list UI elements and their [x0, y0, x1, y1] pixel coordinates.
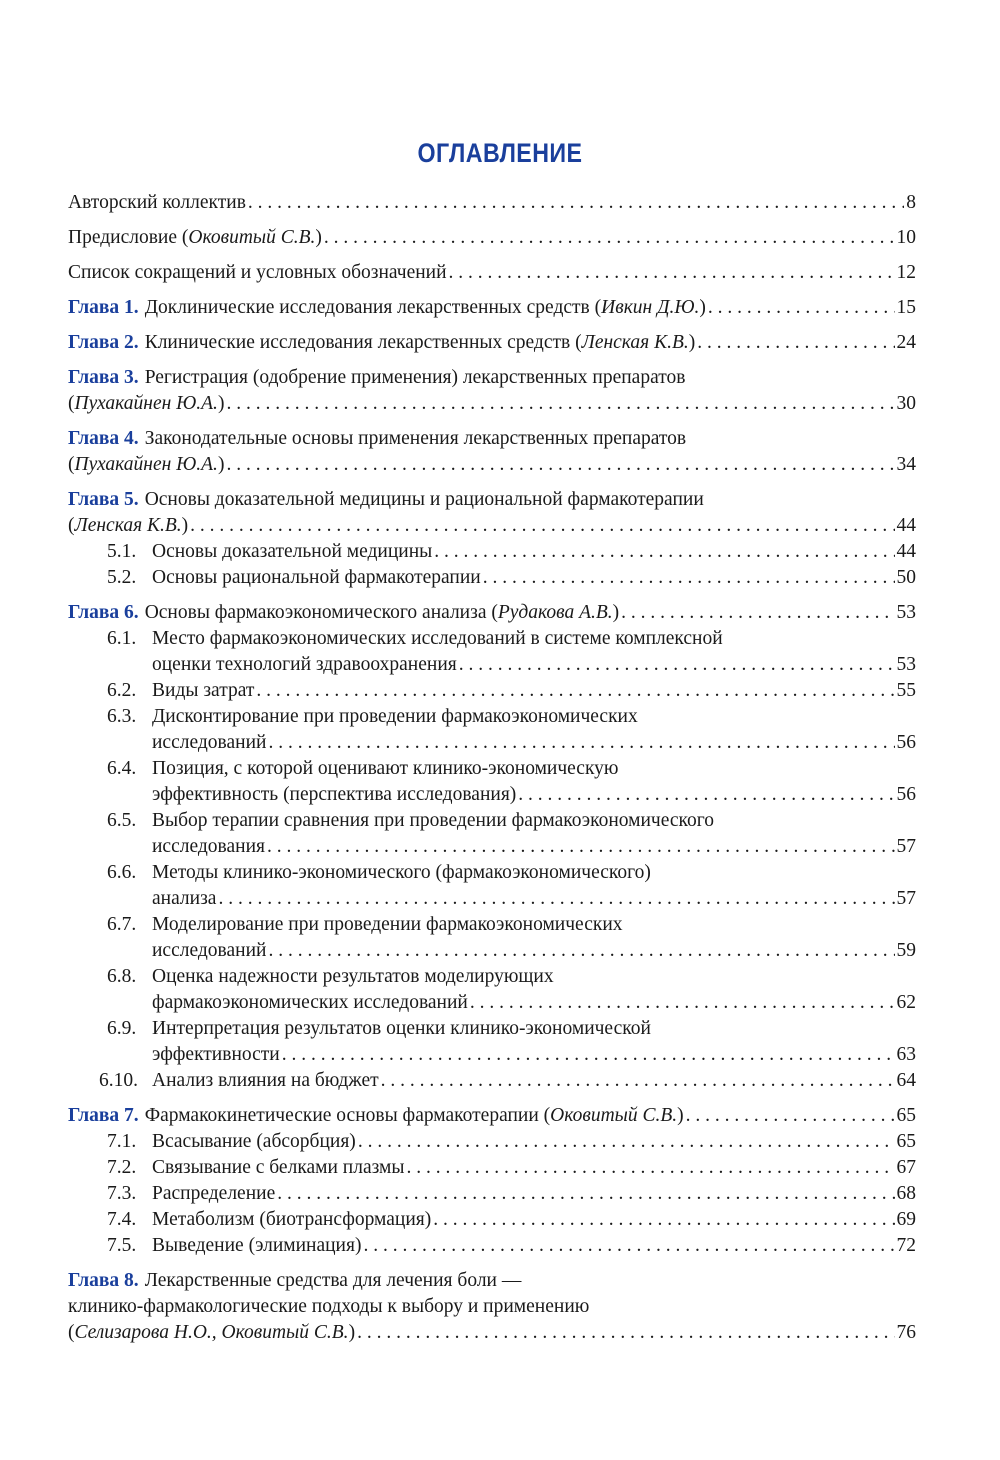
leader-dots: [256, 678, 894, 704]
chapter-title: Законодательные основы применения лекарственных препаратов: [144, 428, 687, 449]
toc-entry-authors[interactable]: [68, 190, 916, 216]
page-number: 65: [896, 1105, 916, 1126]
leader-dots: [357, 1320, 894, 1346]
leader-dots: [433, 1207, 894, 1233]
leader-dots: [686, 1103, 895, 1129]
chapter-title: Лекарственные средства для лечения боли —: [144, 1270, 522, 1291]
section-title: Распределение: [152, 1183, 276, 1204]
section-number: 6.7.: [107, 914, 137, 935]
page-number: 64: [896, 1070, 916, 1091]
chapter-title: Клинические исследования лекарственных средств (: [144, 332, 582, 353]
page-number: 63: [896, 1044, 916, 1065]
page-number: 34: [896, 454, 916, 475]
page-number: 15: [896, 297, 916, 318]
page-number: 50: [896, 567, 916, 588]
toc-section-7-2[interactable]: [68, 1155, 916, 1181]
page-number: 72: [896, 1235, 916, 1256]
page-number: 57: [896, 888, 916, 909]
toc-entry-chapter-2[interactable]: Глава 2. Клинические исследования лекарственных средств ( Ленская К.В. ) . . . 24: [68, 330, 916, 356]
section-number: 6.6.: [107, 862, 137, 883]
leader-dots: [621, 600, 894, 626]
section-title: Моделирование при проведении фармакоэкономических: [152, 914, 623, 935]
toc-section-6-8[interactable]: [68, 964, 916, 990]
toc-entry-chapter-8-line2[interactable]: [68, 1294, 916, 1320]
chapter-label: Глава 3.: [68, 367, 139, 388]
toc-section-6-8-cont[interactable]: [68, 990, 916, 1016]
toc-section-6-6-cont[interactable]: [68, 886, 916, 912]
page-number: 56: [896, 784, 916, 805]
page-number: 12: [896, 262, 916, 283]
section-number: 7.4.: [107, 1209, 137, 1230]
toc-entry-chapter-5[interactable]: [68, 487, 916, 513]
chapter-author: Пухакайнен Ю.А.: [74, 393, 218, 414]
leader-dots: [358, 1129, 895, 1155]
entry-text: ): [315, 227, 322, 248]
page-number: 62: [896, 992, 916, 1013]
section-title: оценки технологий здравоохранения: [152, 654, 457, 675]
section-title: Оценка надежности результатов моделирующих: [152, 966, 554, 987]
toc-section-7-4[interactable]: [68, 1207, 916, 1233]
chapter-title: Фармакокинетические основы фармакотерапии (: [144, 1105, 551, 1126]
section-number: 6.1.: [107, 628, 137, 649]
toc-entry-chapter-8[interactable]: [68, 1268, 916, 1294]
leader-dots: [324, 225, 895, 251]
section-title: исследования: [152, 836, 265, 857]
entry-text: Предисловие (: [68, 227, 189, 248]
page-number: 56: [896, 732, 916, 753]
page-number: 24: [896, 332, 916, 353]
page-number: 44: [896, 541, 916, 562]
leader-dots: [248, 190, 904, 216]
page-number: 53: [896, 602, 916, 623]
section-number: 7.3.: [107, 1183, 137, 1204]
toc-section-6-5[interactable]: [68, 808, 916, 834]
chapter-author: Оковитый С.В.: [550, 1105, 678, 1126]
page-number: 68: [896, 1183, 916, 1204]
page-number: 55: [896, 680, 916, 701]
chapter-author: Ивкин Д.Ю.: [601, 297, 700, 318]
toc-entry-chapter-4[interactable]: [68, 426, 916, 452]
page-number: 69: [896, 1209, 916, 1230]
section-title: эффективности: [152, 1044, 280, 1065]
toc-section-7-5[interactable]: [68, 1233, 916, 1259]
chapter-title: клинико-фармакологические подходы к выбору и применению: [68, 1296, 590, 1317]
section-title: Связывание с белками плазмы: [152, 1157, 405, 1178]
toc-entry-chapter-1[interactable]: Глава 1. Доклинические исследования лекарственных средств ( Ивкин Д.Ю. ) . . . 15: [68, 295, 916, 321]
toc-section-6-7-cont[interactable]: [68, 938, 916, 964]
toc-entry-chapter-7[interactable]: Глава 7. Фармакокинетические основы фармакотерапии ( Оковитый С.В. ) . . . 65: [68, 1103, 916, 1129]
toc-entry-chapter-3-cont[interactable]: ( Пухакайнен Ю.А. ) . . . 30: [68, 391, 916, 417]
toc-entry-abbreviations[interactable]: [68, 260, 916, 286]
page-number: 44: [896, 515, 916, 536]
section-number: 7.1.: [107, 1131, 137, 1152]
toc-section-7-3[interactable]: [68, 1181, 916, 1207]
page-number: 76: [896, 1322, 916, 1343]
leader-dots: [697, 330, 894, 356]
page-number: 65: [896, 1131, 916, 1152]
chapter-label: Глава 1.: [68, 297, 139, 318]
leader-dots: [218, 886, 894, 912]
leader-dots: [434, 539, 894, 565]
section-number: 7.2.: [107, 1157, 137, 1178]
section-title: Методы клинико-экономического (фармакоэкономического): [152, 862, 651, 883]
leader-dots: [226, 452, 894, 478]
entry-text: Список сокращений и условных обозначений: [68, 262, 447, 283]
toc-section-7-1[interactable]: [68, 1129, 916, 1155]
section-title: Всасывание (абсорбция): [152, 1131, 356, 1152]
leader-dots: [381, 1068, 895, 1094]
toc-section-6-4-cont[interactable]: [68, 782, 916, 808]
section-title: Выбор терапии сравнения при проведении фармакоэкономического: [152, 810, 715, 831]
section-number: 7.5.: [107, 1235, 137, 1256]
leader-dots: [268, 938, 894, 964]
chapter-author: Селизарова Н.О., Оковитый С.В.: [74, 1322, 349, 1343]
chapter-author: Ленская К.В.: [581, 332, 689, 353]
leader-dots: [708, 295, 895, 321]
page-number: 59: [896, 940, 916, 961]
toc-section-6-3-cont[interactable]: [68, 730, 916, 756]
entry-text: Авторский коллектив: [68, 192, 246, 213]
section-title: Основы рациональной фармакотерапии: [152, 567, 481, 588]
leader-dots: [268, 730, 894, 756]
section-title: Выведение (элиминация): [152, 1235, 362, 1256]
page-title: ОГЛАВЛЕНИЕ: [417, 138, 583, 168]
table-of-contents: [68, 190, 916, 1346]
toc-entry-chapter-6[interactable]: Глава 6. Основы фармакоэкономического анализа ( Рудакова А.В. ) . . . 53: [68, 600, 916, 626]
toc-section-6-1-cont[interactable]: [68, 652, 916, 678]
section-number: 5.1.: [107, 541, 137, 562]
toc-entry-chapter-8-cont[interactable]: ( Селизарова Н.О., Оковитый С.В. ) . . . 76: [68, 1320, 916, 1346]
section-number: 6.2.: [107, 680, 137, 701]
page-number: 67: [896, 1157, 916, 1178]
toc-entry-chapter-3[interactable]: [68, 365, 916, 391]
chapter-author: Пухакайнен Ю.А.: [74, 454, 218, 475]
chapter-label: Глава 5.: [68, 489, 139, 510]
toc-entry-preface[interactable]: [68, 225, 916, 251]
section-number: 6.8.: [107, 966, 137, 987]
leader-dots: [267, 834, 895, 860]
leader-dots: [459, 652, 895, 678]
toc-entry-chapter-4-cont[interactable]: ( Пухакайнен Ю.А. ) . . . 34: [68, 452, 916, 478]
chapter-label: Глава 8.: [68, 1270, 139, 1291]
leader-dots: [407, 1155, 895, 1181]
leader-dots: [518, 782, 894, 808]
leader-dots: [449, 260, 895, 286]
section-title: Виды затрат: [152, 680, 255, 701]
entry-author: Оковитый С.В.: [188, 227, 316, 248]
section-number: 6.3.: [107, 706, 137, 727]
section-title: исследований: [152, 732, 267, 753]
toc-section-6-1[interactable]: [68, 626, 916, 652]
section-title: Позиция, с которой оценивают клинико-экономическую: [152, 758, 619, 779]
section-title: Место фармакоэкономических исследований в системе комплексной: [152, 628, 723, 649]
chapter-author: Ленская К.В.: [74, 515, 182, 536]
toc-section-6-9[interactable]: [68, 1016, 916, 1042]
toc-section-5-2[interactable]: [68, 565, 916, 591]
chapter-title: Основы доказательной медицины и рациональной фармакотерапии: [144, 489, 704, 510]
section-title: Метаболизм (биотрансформация): [152, 1209, 432, 1230]
toc-section-6-10[interactable]: [68, 1068, 916, 1094]
leader-dots: [470, 990, 895, 1016]
toc-section-6-3[interactable]: [68, 704, 916, 730]
page-number: 8: [906, 192, 916, 213]
section-title: исследований: [152, 940, 267, 961]
toc-section-6-9-cont[interactable]: [68, 1042, 916, 1068]
section-title: фармакоэкономических исследований: [152, 992, 468, 1013]
leader-dots: [277, 1181, 894, 1207]
chapter-label: Глава 4.: [68, 428, 139, 449]
chapter-label: Глава 6.: [68, 602, 139, 623]
toc-entry-chapter-5-cont[interactable]: ( Ленская К.В. ) . . . 44: [68, 513, 916, 539]
page-number: 53: [896, 654, 916, 675]
chapter-label: Глава 7.: [68, 1105, 139, 1126]
section-title: анализа: [152, 888, 217, 909]
chapter-author: Рудакова А.В.: [497, 602, 613, 623]
toc-section-6-7[interactable]: [68, 912, 916, 938]
chapter-title: Регистрация (одобрение применения) лекарственных препаратов: [144, 367, 686, 388]
leader-dots: [363, 1233, 894, 1259]
chapter-label: Глава 2.: [68, 332, 139, 353]
section-number: 6.9.: [107, 1018, 137, 1039]
section-title: Анализ влияния на бюджет: [152, 1070, 379, 1091]
toc-section-6-5-cont[interactable]: [68, 834, 916, 860]
toc-section-5-1[interactable]: [68, 539, 916, 565]
section-title: Дисконтирование при проведении фармакоэкономических: [152, 706, 638, 727]
chapter-title: Основы фармакоэкономического анализа (: [144, 602, 498, 623]
section-title: эффективность (перспектива исследования): [152, 784, 517, 805]
toc-section-6-2[interactable]: [68, 678, 916, 704]
section-title: Основы доказательной медицины: [152, 541, 433, 562]
page-number: 30: [896, 393, 916, 414]
toc-section-6-6[interactable]: [68, 860, 916, 886]
section-number: 5.2.: [107, 567, 137, 588]
leader-dots: [190, 513, 894, 539]
section-number: 6.10.: [99, 1070, 138, 1091]
section-number: 6.4.: [107, 758, 137, 779]
leader-dots: [483, 565, 895, 591]
toc-section-6-4[interactable]: [68, 756, 916, 782]
chapter-title: Доклинические исследования лекарственных средств (: [144, 297, 602, 318]
section-title: Интерпретация результатов оценки клинико-экономической: [152, 1018, 651, 1039]
section-number: 6.5.: [107, 810, 137, 831]
page-number: 10: [896, 227, 916, 248]
leader-dots: [226, 391, 894, 417]
leader-dots: [282, 1042, 895, 1068]
page-number: 57: [896, 836, 916, 857]
